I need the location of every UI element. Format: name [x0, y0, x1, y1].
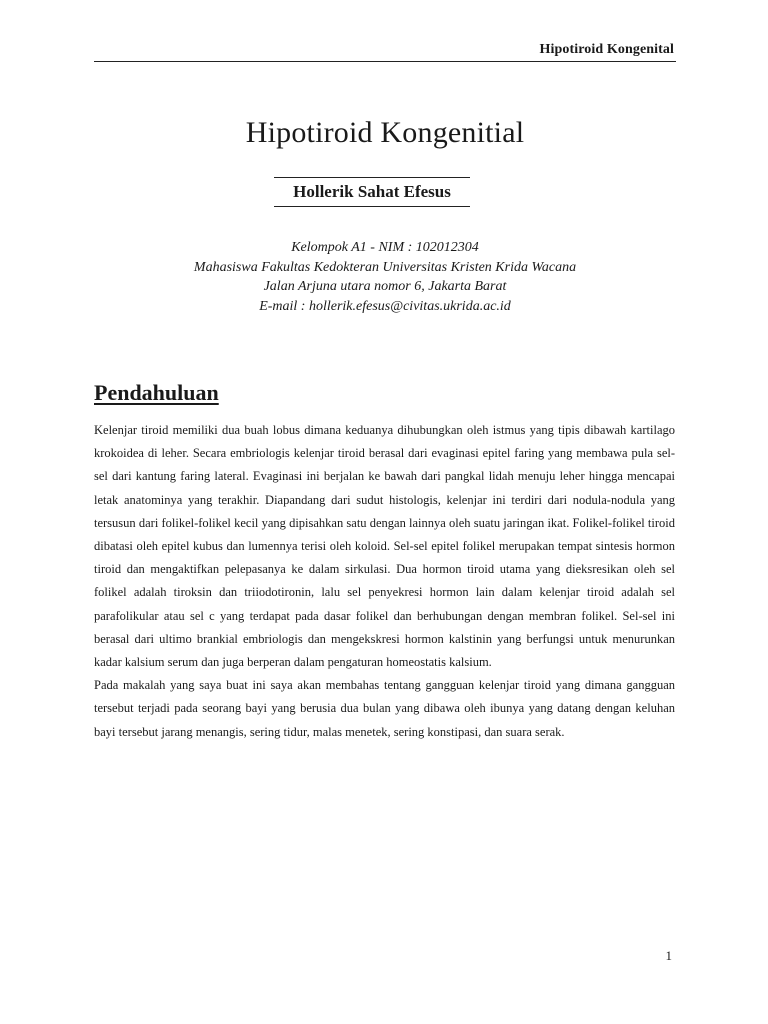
affiliation-block — [94, 238, 676, 316]
section-body — [94, 419, 675, 744]
running-header: Hipotiroid Kongenital — [539, 42, 674, 57]
document-title: Hipotiroid Kongenitial — [245, 116, 525, 149]
author-name: Hollerik Sahat Efesus — [274, 177, 470, 207]
body-paragraph: Pada makalah yang saya buat ini saya akan membahas tentang gangguan kelenjar tiroid yang dimana gangguan tersebut terjadi pada seorang bayi yang berusia dua bulan yang dibawa oleh ibunya yang datang dengan keluhan bayi tersebut jarang menangis, sering tidur, malas menetek, sering konstipasi, dan suara serak. — [94, 678, 675, 739]
affiliation-group-nim: Kelompok A1 - NIM : 102012304 — [291, 240, 479, 255]
header-rule — [94, 61, 676, 62]
section-heading: Pendahuluan — [94, 380, 219, 405]
affiliation-address: Jalan Arjuna utara nomor 6, Jakarta Barat — [263, 279, 507, 294]
affiliation-email: E-mail : hollerik.efesus@civitas.ukrida.ac.id — [259, 298, 511, 314]
body-paragraph: Kelenjar tiroid memiliki dua buah lobus dimana keduanya dihubungkan oleh istmus yang tipis dibawah kartilago krokoidea di leher. Secara embriologis kelenjar tiroid berasal dari evaginasi epitel faring yang membawa pula sel-sel dari kantung faring lateral. Evaginasi ini berjalan ke bawah dari pangkal lidah menuju leher hingga mencapai letak anatominya yang terakhir. Diapandang dari sudut histologis, kelenjar ini terdiri dari nodula-nodula yang tersusun dari folikel-folikel kecil yang dipisahkan satu dengan lainnya oleh suatu jaringan ikat. Folikel-folikel tiroid dibatasi oleh epitel kubus dan lumennya terisi oleh koloid. Sel-sel epitel folikel merupakan tempat sintesis hormon tiroid dan mengaktifkan pelepasanya ke dalam sirkulasi. Dua hormon tiroid utama yang dieksresikan oleh sel folikel adalah tiroksin dan triiodotironin, lalu sel penyekresi hormon lain dalam kelenjar tiroid adalah sel parafolikular atau sel c yang terdapat pada dasar folikel dan berhubungan dengan membran folikel. Sel-sel ini berasal dari ultimo brankial embriologis dan mengekskresi hormon kalstinin yang berfungsi untuk menurunkan kadar kalsium serum dan juga berperan dalam pengaturan homeostatis kalsium. — [94, 423, 675, 670]
affiliation-faculty: Mahasiswa Fakultas Kedokteran Universitas Kristen Krida Wacana — [193, 259, 577, 275]
page-number: 1 — [665, 948, 672, 963]
